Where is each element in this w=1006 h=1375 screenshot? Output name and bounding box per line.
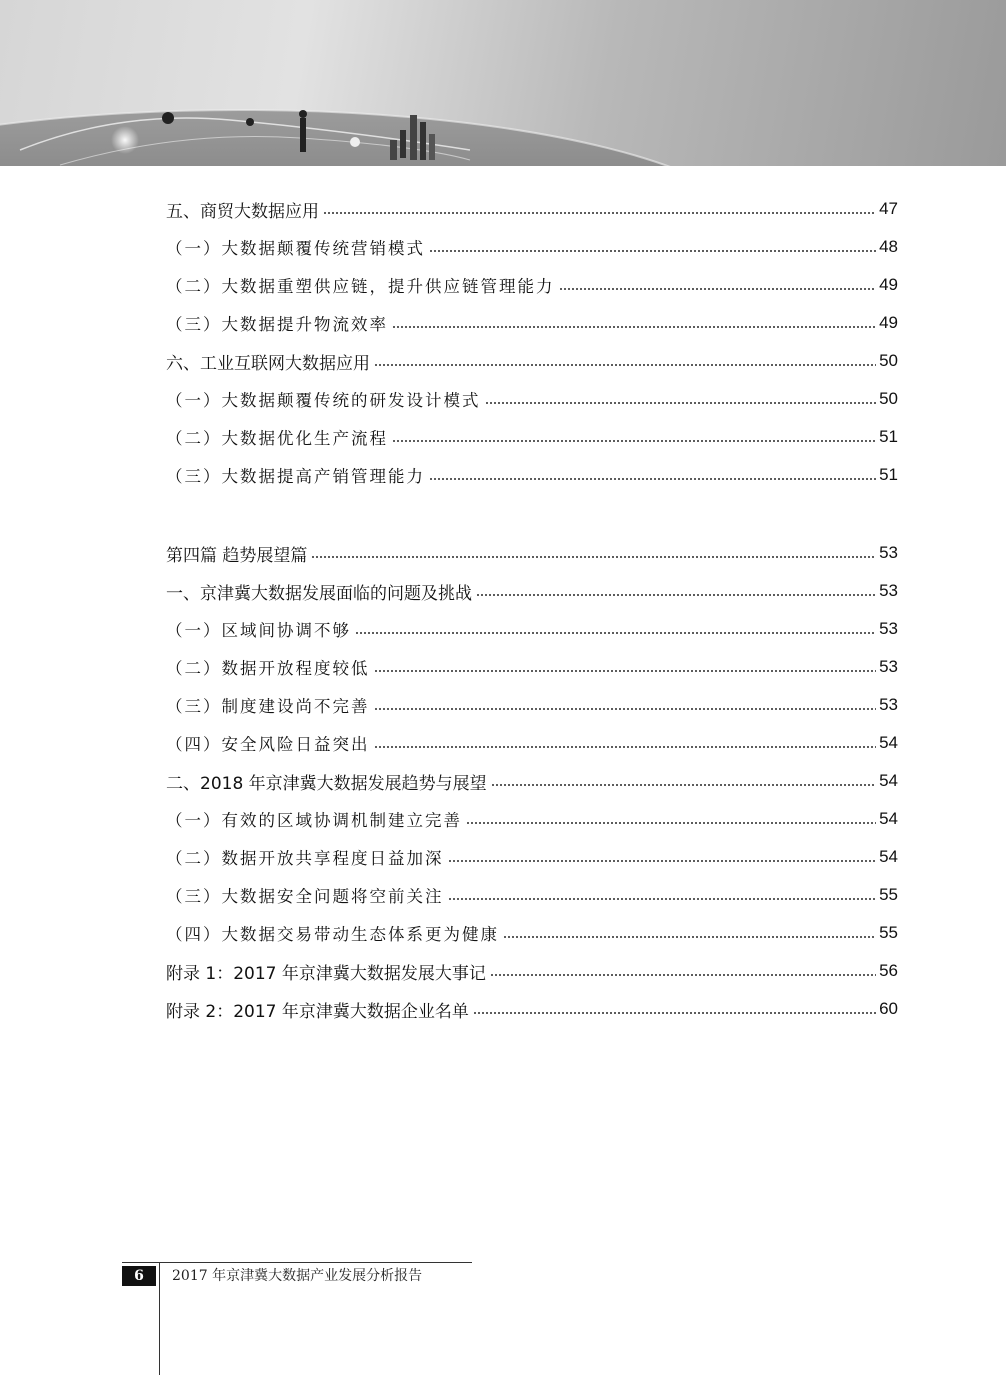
header-banner-image: [0, 0, 1006, 166]
toc-entry-title: （一）大数据颠覆传统营销模式: [166, 239, 425, 258]
toc-entry-title: 五、商贸大数据应用: [166, 201, 319, 222]
toc-entry-title: （四）安全风险日益突出: [166, 735, 370, 754]
toc-entry-page: 54: [879, 733, 898, 752]
toc-entry: [166, 574, 898, 608]
toc-entry-page: 48: [879, 237, 898, 256]
dot-leader: [429, 250, 876, 252]
dot-leader: [559, 288, 877, 290]
toc-entry-title: 附录 1：2017 年京津冀大数据发展大事记: [166, 963, 486, 984]
toc-entry: [166, 612, 898, 646]
toc-entry-title: （一）有效的区域协调机制建立完善: [166, 811, 462, 830]
dot-leader: [374, 708, 877, 710]
dot-leader: [503, 936, 876, 938]
toc-entry-page: 55: [879, 923, 898, 942]
toc-entry-title: （二）数据开放程度较低: [166, 659, 370, 678]
dot-leader: [473, 1012, 876, 1014]
dot-leader: [374, 746, 877, 748]
toc-entry-page: 54: [879, 771, 898, 790]
toc-entry: [166, 954, 898, 988]
toc-entry-title: 第四篇 趋势展望篇: [166, 545, 308, 566]
dot-leader: [311, 556, 876, 558]
toc-entry-page: 49: [879, 275, 898, 294]
toc-entry: [166, 230, 898, 264]
toc-entry: [166, 688, 898, 722]
toc-entry-title: （二）大数据重塑供应链，提升供应链管理能力: [166, 277, 555, 296]
toc-entry-title: 附录 2：2017 年京津冀大数据企业名单: [166, 1001, 469, 1022]
dot-leader: [323, 212, 876, 214]
toc-entry: [166, 764, 898, 798]
toc-entry-page: 53: [879, 657, 898, 676]
toc-entry: [166, 382, 898, 416]
toc-entry: [166, 344, 898, 378]
toc-entry-page: 53: [879, 619, 898, 638]
toc-entry: [166, 268, 898, 302]
dot-leader: [392, 440, 876, 442]
toc-entry-title: 一、京津冀大数据发展面临的问题及挑战: [166, 583, 472, 604]
toc-entry-title: （三）大数据提高产销管理能力: [166, 467, 425, 486]
toc-entry-title: （一）大数据颠覆传统的研发设计模式: [166, 391, 481, 410]
toc-entry: [166, 306, 898, 340]
dot-leader: [429, 478, 876, 480]
dot-leader: [374, 364, 876, 366]
toc-entry-page: 51: [879, 465, 898, 484]
toc-entry-title: （四）大数据交易带动生态体系更为健康: [166, 925, 499, 944]
dot-leader: [476, 594, 876, 596]
toc-entry: [166, 420, 898, 454]
toc-entry-title: 二、2018 年京津冀大数据发展趋势与展望: [166, 773, 487, 794]
toc-entry-page: 53: [879, 581, 898, 600]
toc-entry-title: （二）数据开放共享程度日益加深: [166, 849, 444, 868]
footer-rule: [122, 1262, 472, 1263]
page-number: 6: [122, 1266, 156, 1286]
dot-leader: [490, 974, 876, 976]
dot-leader: [466, 822, 876, 824]
toc-entry-page: 56: [879, 961, 898, 980]
toc-entry-page: 53: [879, 695, 898, 714]
toc-entry: [166, 878, 898, 912]
dot-leader: [374, 670, 877, 672]
toc-entry-page: 55: [879, 885, 898, 904]
toc-entry-page: 49: [879, 313, 898, 332]
toc-entry-page: 54: [879, 847, 898, 866]
toc-entry-title: （一）区域间协调不够: [166, 621, 351, 640]
toc-entry-page: 54: [879, 809, 898, 828]
toc-entry-page: 47: [879, 199, 898, 218]
toc-entry-title: （三）大数据提升物流效率: [166, 315, 388, 334]
toc-entry-title: （三）大数据安全问题将空前关注: [166, 887, 444, 906]
dot-leader: [491, 784, 876, 786]
toc-entry-title: （三）制度建设尚不完善: [166, 697, 370, 716]
running-title: 2017 年京津冀大数据产业发展分析报告: [172, 1268, 423, 1284]
dot-leader: [355, 632, 876, 634]
toc-entry: [166, 536, 898, 570]
dot-leader: [485, 402, 877, 404]
toc-entry-page: 50: [879, 389, 898, 408]
toc-entry: [166, 192, 898, 226]
toc-entry: [166, 650, 898, 684]
toc-entry: [166, 802, 898, 836]
toc-entry: [166, 992, 898, 1026]
dot-leader: [392, 326, 876, 328]
toc-entry-title: （二）大数据优化生产流程: [166, 429, 388, 448]
dot-leader: [448, 898, 877, 900]
toc-entry-page: 60: [879, 999, 898, 1018]
globe-illustration: [0, 0, 1006, 166]
toc-entry: [166, 458, 898, 492]
toc-entry-page: 53: [879, 543, 898, 562]
dot-leader: [448, 860, 877, 862]
toc-entry: [166, 726, 898, 760]
toc-entry-title: 六、工业互联网大数据应用: [166, 353, 370, 374]
toc-entry: [166, 840, 898, 874]
footer-vertical-rule: [159, 1262, 160, 1375]
toc-entry: [166, 916, 898, 950]
toc-entry-page: 50: [879, 351, 898, 370]
toc-entry-page: 51: [879, 427, 898, 446]
